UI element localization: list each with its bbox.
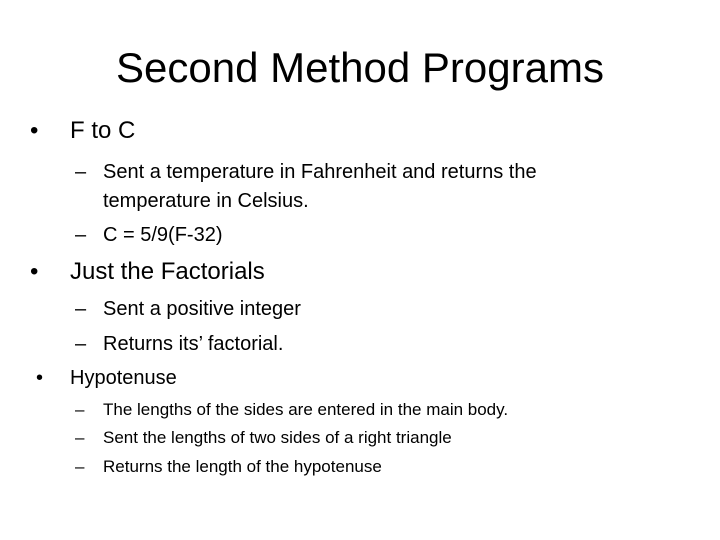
sub-fahrenheit-line1: Sent a temperature in Fahrenheit and returns the — [103, 161, 537, 183]
dash-marker: – — [75, 457, 85, 476]
dash-marker: – — [75, 224, 87, 246]
sub-lengths-entered: The lengths of the sides are entered in the main body. — [103, 400, 509, 419]
bullet-marker: • — [30, 258, 39, 285]
slide-title: Second Method Programs — [116, 44, 604, 91]
dash-marker: – — [75, 333, 87, 355]
dash-marker: – — [75, 161, 87, 183]
bullet-marker: • — [36, 367, 44, 389]
dash-marker: – — [75, 298, 87, 320]
bullet-factorials: Just the Factorials — [70, 258, 265, 285]
sub-two-sides: Sent the lengths of two sides of a right triangle — [103, 428, 452, 447]
bullet-marker: • — [30, 117, 39, 144]
bullet-hypotenuse: Hypotenuse — [70, 367, 177, 389]
sub-returns-hypotenuse: Returns the length of the hypotenuse — [103, 457, 382, 476]
sub-formula: C = 5/9(F-32) — [103, 224, 223, 246]
sub-returns-factorial: Returns its’ factorial. — [103, 333, 284, 355]
dash-marker: – — [75, 400, 85, 419]
sub-fahrenheit-line2: temperature in Celsius. — [103, 190, 309, 212]
bullet-f-to-c: F to C — [70, 117, 136, 144]
dash-marker: – — [75, 428, 85, 447]
sub-positive-integer: Sent a positive integer — [103, 298, 301, 320]
